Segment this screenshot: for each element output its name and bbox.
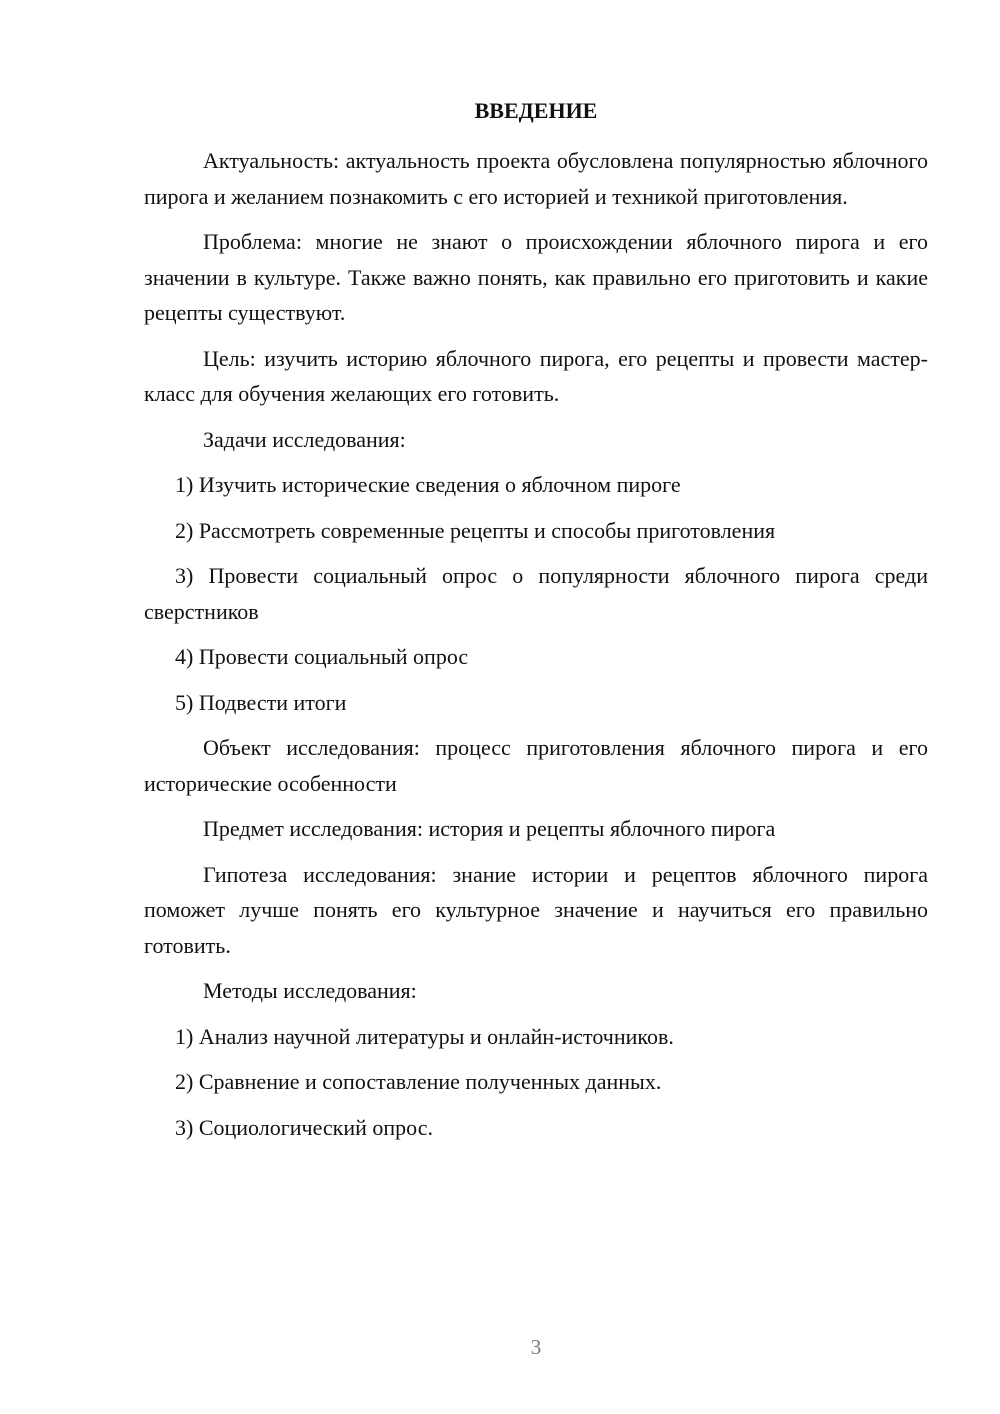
page-number: 3 xyxy=(530,1335,542,1359)
paragraph-problem: Проблема: многие не знают о происхождении яблочного пирога и его значении в культуре. Также важно понять, как правильно его приготовить и какие рецепты существуют. xyxy=(144,229,928,325)
paragraph-relevance: Актуальность: актуальность проекта обусловлена популярностью яблочного пирога и желанием познакомить с его историей и техникой приготовления. xyxy=(144,148,928,209)
paragraph-subject: Предмет исследования: история и рецепты яблочного пирога xyxy=(203,816,776,841)
method-item: 2) Сравнение и сопоставление полученных данных. xyxy=(175,1069,662,1094)
page-title: ВВЕДЕНИЕ xyxy=(474,98,598,123)
paragraph-goal: Цель: изучить историю яблочного пирога, его рецепты и провести мастер-класс для обучения желающих его готовить. xyxy=(144,345,928,406)
method-item: 3) Социологический опрос. xyxy=(175,1114,433,1140)
task-item: 5) Подвести итоги xyxy=(175,689,347,715)
paragraph-hypothesis: Гипотеза исследования: знание истории и рецептов яблочного пирога поможет лучше понять его культурное значение и научиться его правильно готовить. xyxy=(144,861,928,958)
task-item: 2) Рассмотреть современные рецепты и способы приготовления xyxy=(175,517,776,543)
task-item: 3) Провести социальный опрос о популярности яблочного пирога среди сверстников xyxy=(144,563,928,624)
task-item: 4) Провести социальный опрос xyxy=(175,644,469,669)
paragraph-object: Объект исследования: процесс приготовления яблочного пирога и его исторические особенности xyxy=(144,735,928,796)
paragraph-tasks-heading: Задачи исследования: xyxy=(203,426,406,452)
method-item: 1) Анализ научной литературы и онлайн-источников. xyxy=(175,1023,674,1049)
paragraph-methods-heading: Методы исследования: xyxy=(203,978,417,1003)
document-body xyxy=(144,143,928,1155)
task-item: 1) Изучить исторические сведения о яблочном пироге xyxy=(175,472,681,497)
